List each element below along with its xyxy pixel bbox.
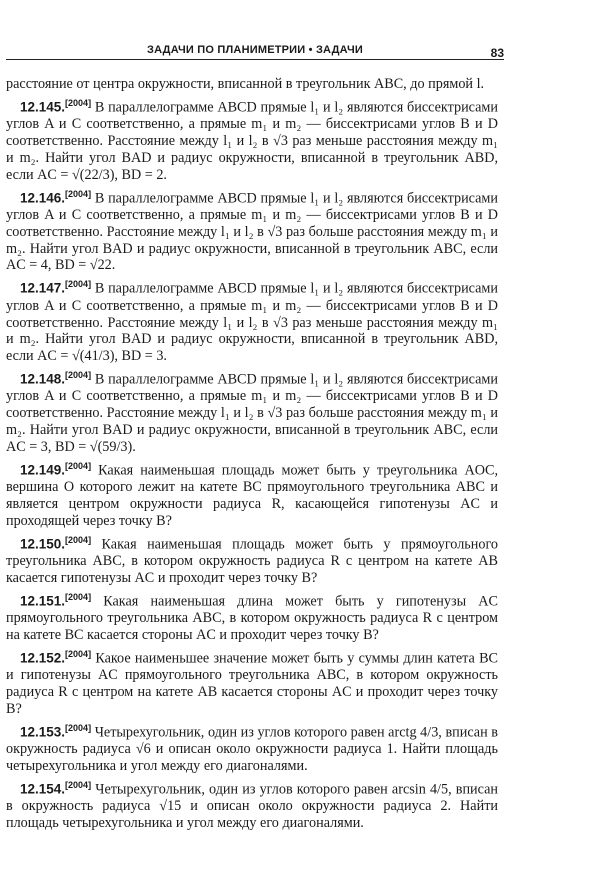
problem-year: [2004]	[65, 460, 92, 471]
problem-text: В параллелограмме ABCD прямые l₁ и l₂ являются биссектрисами углов A и C соответственно, а прямые m₁ и m₂ — биссектрисами углов B и D соответственно. Расстояние между l₁ и l₂ в √3 раз больше расстояния между m₁ и m₂. Найти угол BAD и радиус окружности, вписанной в треугольник ABC, если AC = 3, BD = √(59/3).	[6, 371, 499, 455]
problem-text: Какая наименьшая площадь может быть у треугольника AOC, вершина O которого лежит на катете BC прямоугольного треугольника ABC и является центром окружности радиуса R, касающейся гипотенузы AC и проходящей через точку B?	[6, 462, 498, 529]
lead-paragraph: расстояние от центра окружности, вписанной в треугольник ABC, до прямой l.	[6, 76, 485, 92]
problem-12-145	[6, 95, 498, 184]
problem-number: 12.154.	[20, 781, 66, 797]
problem-12-151	[6, 589, 498, 644]
problem-text: Четырехугольник, один из углов которого равен arcsin 4/5, вписан в окружность радиуса √15 и описан около окружности радиуса 2. Найти площадь четырехугольника и угол между его диагоналями.	[6, 781, 499, 832]
problem-number: 12.153.	[20, 724, 66, 740]
problem-number: 12.148.	[20, 371, 66, 387]
problem-number: 12.146.	[20, 190, 66, 206]
problem-number: 12.152.	[20, 650, 66, 666]
problem-number: 12.150.	[20, 536, 66, 552]
problem-text: Какая наименьшая длина может быть у гипотенузы AC прямоугольного треугольника ABC, в котором окружность радиуса R с центром на катете BC касается стороны AC и проходит через точку B?	[6, 593, 498, 644]
problem-text: Какая наименьшая площадь может быть у прямоугольного треугольника ABC, в котором окружность радиуса R с центром на катете AB касается гипотенузы AC и проходит через точку B?	[6, 536, 498, 586]
problem-number: 12.149.	[20, 462, 66, 478]
problem-year: [2004]	[65, 188, 92, 199]
problem-text: Какое наименьшее значение может быть у суммы длин катета BC и гипотенузы AC прямоугольного треугольника ABC, в котором окружность радиуса R с центром на катете AB касается стороны AC и проходит через точку B?	[6, 650, 499, 717]
problem-12-149	[6, 458, 498, 530]
page-body	[6, 76, 498, 834]
problem-year: [2004]	[65, 279, 92, 290]
problem-year: [2004]	[65, 722, 92, 733]
problem-12-154	[6, 777, 498, 832]
problem-12-150	[6, 532, 498, 587]
problem-12-153	[6, 720, 498, 775]
problem-12-146	[6, 186, 498, 275]
running-head: ЗАДАЧИ ПО ПЛАНИМЕТРИИ • ЗАДАЧИ	[6, 44, 504, 60]
problem-year: [2004]	[65, 779, 92, 790]
problem-text: В параллелограмме ABCD прямые l₁ и l₂ являются биссектрисами углов A и C соответственно, а прямые m₁ и m₂ — биссектрисами углов B и D соответственно. Расстояние между l₁ и l₂ в √3 раз больше расстояния между m₁ и m₂. Найти угол BAD и радиус окружности, вписанной в треугольник ABC, если AC = 4, BD = √22.	[6, 190, 499, 274]
problem-text: В параллелограмме ABCD прямые l₁ и l₂ являются биссектрисами углов A и C соответственно, а прямые m₁ и m₂ — биссектрисами углов B и D соответственно. Расстояние между l₁ и l₂ в √3 раз меньше расстояния между m₁ и m₂. Найти угол BAD и радиус окружности, вписанной в треугольник ABD, если AC = √(41/3), BD = 3.	[6, 280, 499, 365]
problem-12-147	[6, 276, 498, 365]
problem-number: 12.151.	[20, 593, 66, 609]
problem-12-152	[6, 646, 498, 718]
problem-number: 12.147.	[20, 280, 66, 296]
page-number: 83	[490, 46, 504, 60]
problem-year: [2004]	[65, 97, 92, 108]
problem-12-148	[6, 367, 498, 456]
problem-year: [2004]	[65, 648, 92, 659]
problem-year: [2004]	[65, 591, 92, 602]
problem-text: Четырехугольник, один из углов которого равен arctg 4/3, вписан в окружность радиуса √6 и описан около окружности радиуса 1. Найти площадь четырехугольника и угол между его диагоналями.	[6, 724, 498, 775]
problem-year: [2004]	[65, 534, 92, 545]
problem-year: [2004]	[65, 369, 92, 380]
problem-number: 12.145.	[20, 99, 66, 115]
problem-text: В параллелограмме ABCD прямые l₁ и l₂ являются биссектрисами углов A и C соответственно, а прямые m₁ и m₂ — биссектрисами углов B и D соответственно. Расстояние между l₁ и l₂ в √3 раз меньше расстояния между m₁ и m₂. Найти угол BAD и радиус окружности, вписанной в треугольник ABD, если AC = √(22/3), BD = 2.	[6, 99, 499, 183]
